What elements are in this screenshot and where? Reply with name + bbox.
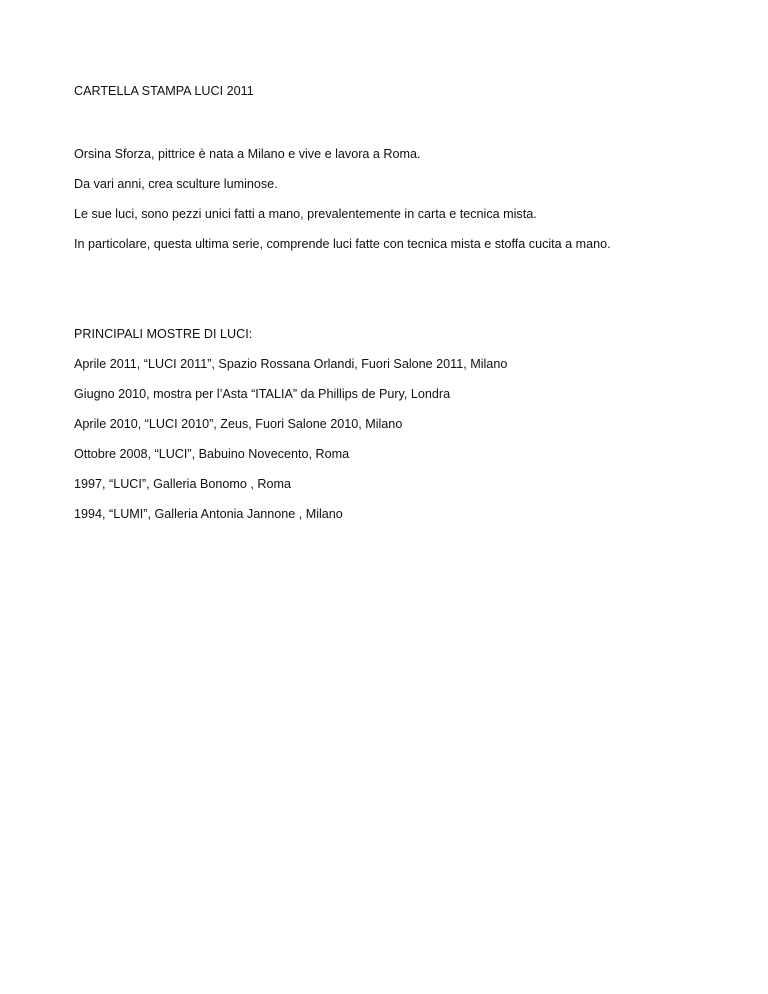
intro-line: Da vari anni, crea sculture luminose.: [74, 177, 278, 191]
intro-line: In particolare, questa ultima serie, comprende luci fatte con tecnica mista e stoffa cucita a mano.: [74, 237, 611, 251]
exhibition-item: Aprile 2011, “LUCI 2011”, Spazio Rossana Orlandi, Fuori Salone 2011, Milano: [74, 357, 508, 371]
exhibition-item: 1997, “LUCI”, Galleria Bonomo , Roma: [74, 477, 291, 491]
document-title: CARTELLA STAMPA LUCI 2011: [74, 84, 254, 98]
exhibitions-heading: PRINCIPALI MOSTRE DI LUCI:: [74, 327, 253, 341]
exhibition-item: Giugno 2010, mostra per l’Asta “ITALIA” da Phillips de Pury, Londra: [74, 387, 451, 401]
intro-line: Orsina Sforza, pittrice è nata a Milano e vive e lavora a Roma.: [74, 147, 421, 161]
exhibition-item: Aprile 2010, “LUCI 2010”, Zeus, Fuori Salone 2010, Milano: [74, 417, 403, 431]
intro-line: Le sue luci, sono pezzi unici fatti a mano, prevalentemente in carta e tecnica mista.: [74, 207, 537, 221]
exhibition-item: Ottobre 2008, “LUCI”, Babuino Novecento, Roma: [74, 447, 350, 461]
exhibition-item: 1994, “LUMI”, Galleria Antonia Jannone , Milano: [74, 507, 343, 521]
